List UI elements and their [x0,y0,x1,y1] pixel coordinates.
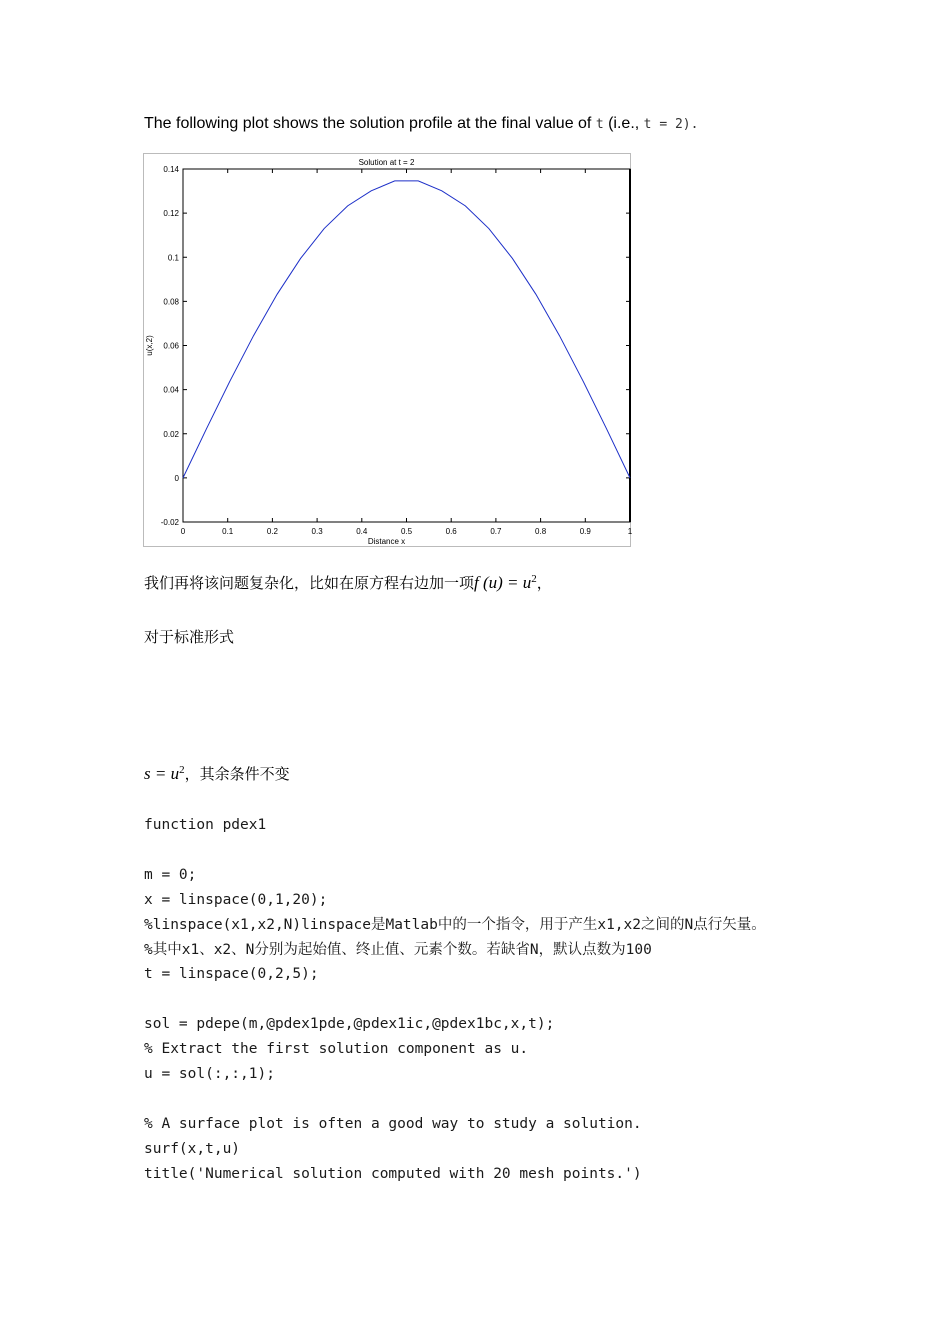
y-tick-label: 0.02 [163,429,179,439]
equation-f-u-exponent: 2 [531,573,537,585]
x-tick-label: 0 [180,527,186,536]
code-line: sol = pdepe(m,@pdex1pde,@pdex1ic,@pdex1bc,x,t); [144,1016,555,1033]
paragraph-standard-form: 对于标准形式 [144,628,235,646]
y-axis-label: u(x,2) [145,335,154,356]
intro-text-before: The following plot shows the solution profile at the final value of [144,115,596,132]
equation-f-u [474,573,537,592]
code-line [144,838,824,863]
code-line: %其中x1、x2、N分别为起始值、终止值、元素个数。若缺省N，默认点数为100 [144,941,652,958]
x-tick-label: 0.8 [535,527,547,536]
code-line: % Extract the first solution component as u. [144,1041,529,1058]
intro-t-eq: t = 2). [643,117,699,132]
y-tick-label: -0.02 [160,518,179,527]
x-tick-label: 0.2 [266,527,278,536]
x-tick-label: 0.4 [356,527,368,536]
y-tick-label: 0.1 [167,253,179,263]
y-tick-label: 0.06 [163,341,179,351]
equation-f-u-body: f (u) = u [474,573,532,592]
code-line: % A surface plot is often a good way to study a solution. [144,1115,642,1132]
intro-sentence [144,115,698,133]
solution-plot [143,153,631,547]
paragraph-complicate-text: 我们再将该问题复杂化，比如在原方程右边加一项 [144,574,475,592]
paragraph-source-term [144,763,290,784]
paragraph-complicate [144,572,552,593]
code-line: m = 0; [144,866,197,883]
code-line: function pdex1 [144,817,267,833]
paragraph-complicate-tail: ， [536,574,552,592]
y-tick-label: 0.12 [163,209,179,219]
code-line [144,987,824,1012]
code-line: title('Numerical solution computed with 20 mesh points.') [144,1165,642,1182]
x-axis-label: Distance x [367,537,406,546]
code-line: u = sol(:,:,1); [144,1066,275,1083]
code-line: %linspace(x1,x2,N)linspace是Matlab中的一个指令，用于产生x1,x2之间的N点行矢量。 [144,916,766,933]
equation-s-u-exponent: 2 [179,764,185,776]
code-line: x = linspace(0,1,20); [144,891,328,908]
x-tick-label: 0.7 [490,527,502,536]
y-tick-label: 0.08 [163,297,179,307]
x-tick-label: 0.6 [445,527,457,536]
code-line: surf(x,t,u) [144,1140,241,1157]
figure-frame [144,154,631,547]
equation-s-u-body: s = u [144,764,180,783]
y-tick-label: 0.04 [163,385,179,395]
intro-t: t [595,117,604,132]
equation-s-u [144,764,185,783]
y-tick-label: 0 [174,473,179,483]
x-tick-label: 0.3 [311,527,323,536]
intro-text-mid: (i.e., [603,115,644,132]
x-tick-label: 0.9 [579,527,591,536]
code-listing [144,813,824,1187]
x-tick-label: 0.1 [222,527,234,536]
x-tick-label: 1 [627,527,633,536]
x-tick-label: 0.5 [400,527,413,536]
paragraph-source-term-text: ，其余条件不变 [184,765,290,783]
chart-title: Solution at t = 2 [358,158,415,167]
code-line: t = linspace(0,2,5); [144,966,319,983]
code-line [144,1087,824,1112]
y-tick-label: 0.14 [163,165,179,174]
